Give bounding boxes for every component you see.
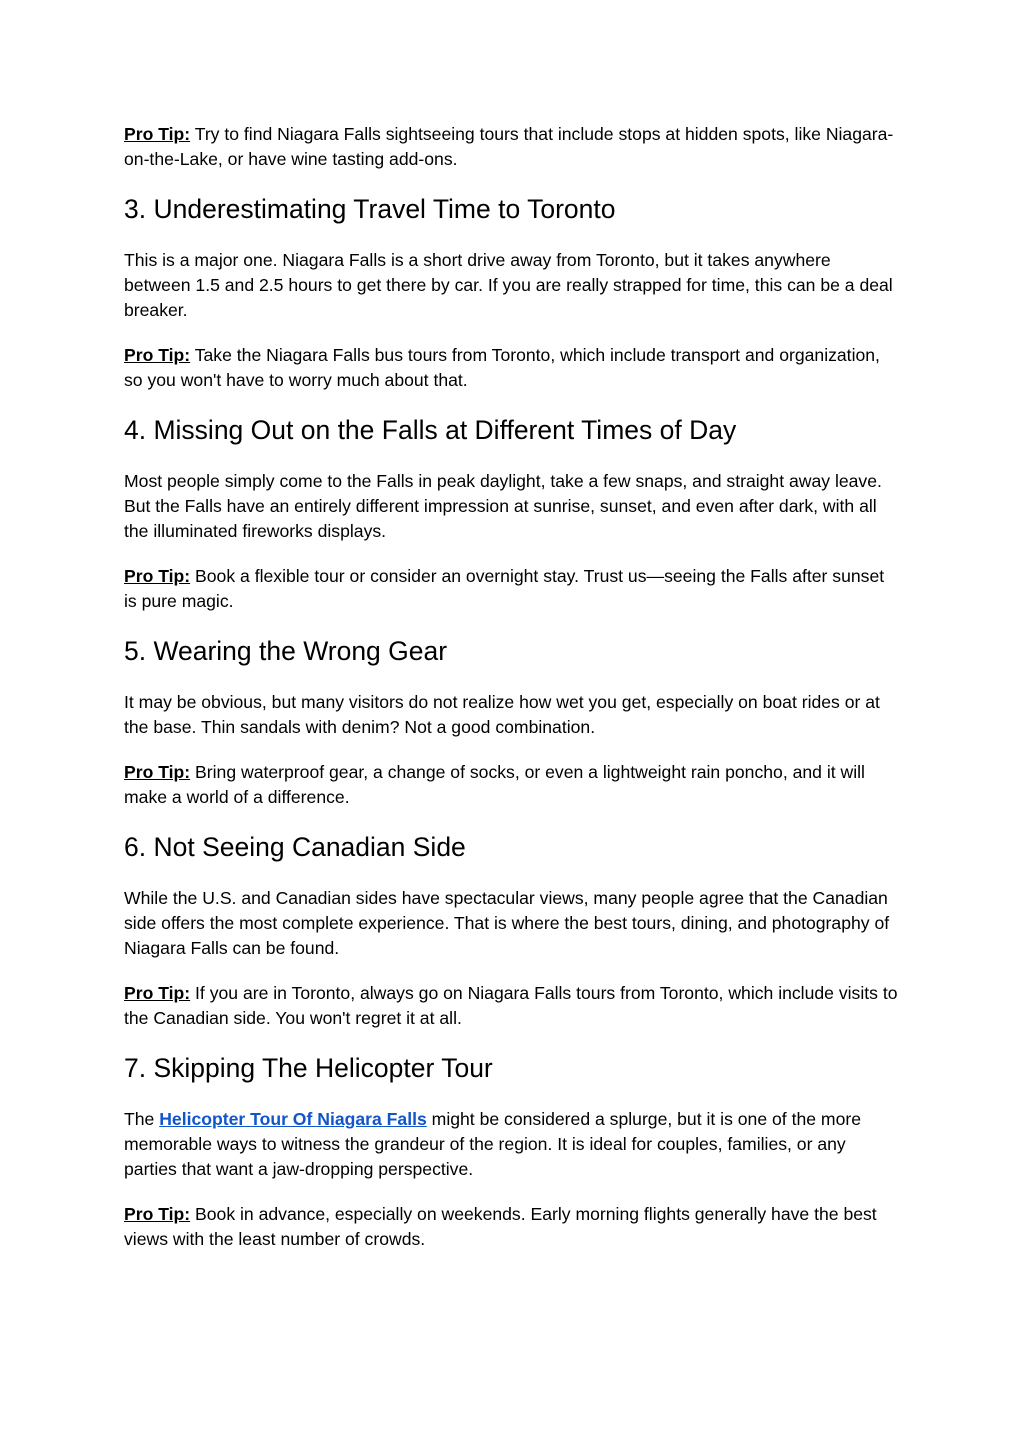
section-body-5: It may be obvious, but many visitors do not realize how wet you get, especially on boat rides or at the base. Thin sandals with denim? Not a good combination.: [124, 692, 880, 737]
document-page: [124, 122, 899, 1272]
pro-tip-text: Bring waterproof gear, a change of socks, or even a lightweight rain poncho, and it will make a world of a difference.: [124, 762, 865, 807]
section-body-3: This is a major one. Niagara Falls is a short drive away from Toronto, but it takes anywhere between 1.5 and 2.5 hours to get there by car. If you are really strapped for time, this can be a deal breaker.: [124, 250, 893, 320]
pro-tip-text: If you are in Toronto, always go on Niagara Falls tours from Toronto, which include visits to the Canadian side. You won't regret it at all.: [124, 983, 898, 1028]
pro-tip-label: Pro Tip:: [124, 345, 191, 365]
section-heading-6: 6. Not Seeing Canadian Side: [124, 832, 466, 862]
section-pro-tip-3: [124, 343, 899, 393]
section-body-6: While the U.S. and Canadian sides have spectacular views, many people agree that the Canadian side offers the most complete experience. That is where the best tours, dining, and photography of Niagara Falls can be found.: [124, 888, 890, 958]
intro-pro-tip: [124, 122, 899, 172]
pro-tip-label: Pro Tip:: [124, 762, 191, 782]
body-prefix: The: [124, 1109, 160, 1129]
section-pro-tip-5: [124, 760, 899, 810]
pro-tip-text: Try to find Niagara Falls sightseeing tours that include stops at hidden spots, like Niagara-on-the-Lake, or have wine tasting add-ons.: [124, 124, 894, 169]
section-pro-tip-6: [124, 981, 899, 1031]
section-pro-tip-4: [124, 564, 899, 614]
pro-tip-text: Book a flexible tour or consider an overnight stay. Trust us—seeing the Falls after sunset is pure magic.: [124, 566, 885, 611]
section-heading-4: 4. Missing Out on the Falls at Different Times of Day: [124, 415, 737, 445]
section-body-4: Most people simply come to the Falls in peak daylight, take a few snaps, and straight away leave. But the Falls have an entirely different impression at sunrise, sunset, and even after dark, with all the illuminated fireworks displays.: [124, 471, 882, 541]
section-body-7: [124, 1107, 899, 1182]
pro-tip-label: Pro Tip:: [124, 124, 191, 144]
section-pro-tip-7: [124, 1202, 899, 1252]
pro-tip-label: Pro Tip:: [124, 1204, 191, 1224]
pro-tip-label: Pro Tip:: [124, 983, 191, 1003]
section-heading-7: 7. Skipping The Helicopter Tour: [124, 1053, 493, 1083]
section-heading-5: 5. Wearing the Wrong Gear: [124, 636, 448, 666]
section-heading-3: 3. Underestimating Travel Time to Toronto: [124, 194, 616, 224]
body-suffix: might be considered a splurge, but it is one of the more memorable ways to witness the grandeur of the region. It is ideal for couples, families, or any parties that want a jaw-dropping perspective.: [124, 1109, 862, 1179]
helicopter-tour-link[interactable]: Helicopter Tour Of Niagara Falls: [159, 1109, 427, 1129]
pro-tip-text: Book in advance, especially on weekends. Early morning flights generally have the best views with the least number of crowds.: [124, 1204, 877, 1249]
pro-tip-label: Pro Tip:: [124, 566, 191, 586]
pro-tip-text: Take the Niagara Falls bus tours from Toronto, which include transport and organization, so you won't have to worry much about that.: [124, 345, 880, 390]
